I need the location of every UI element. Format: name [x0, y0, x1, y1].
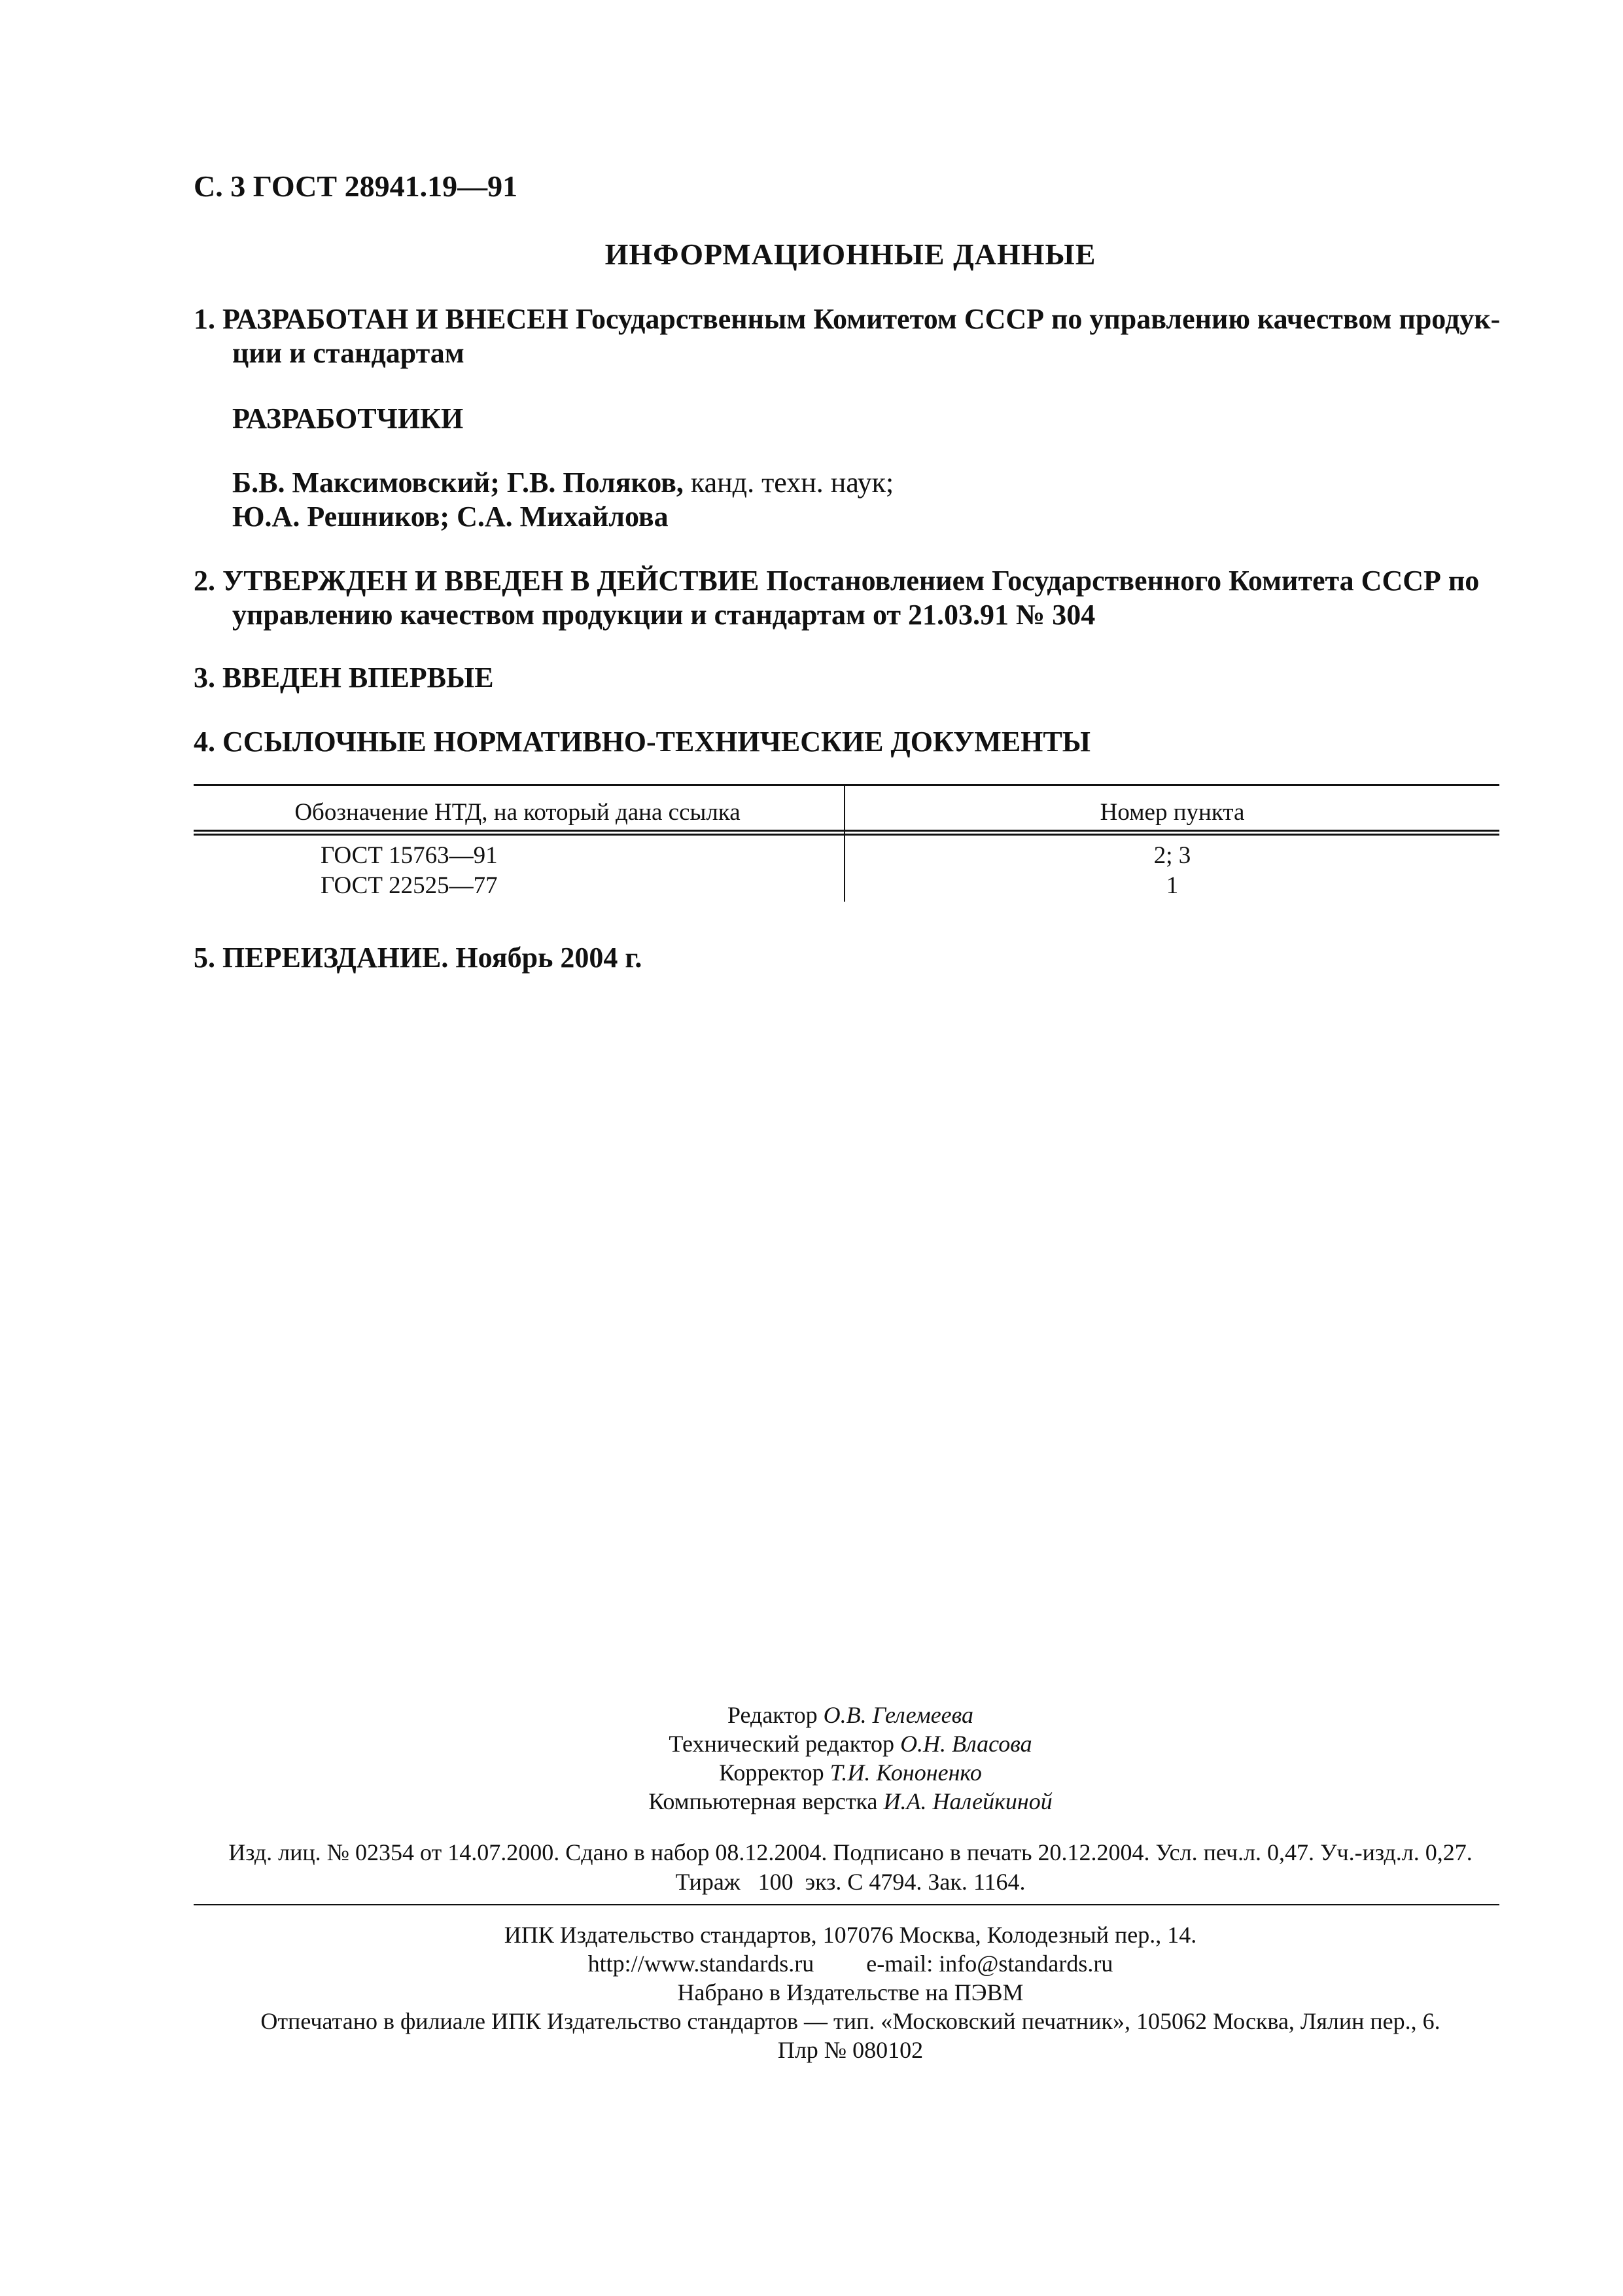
developers-line-2: Ю.А. Решников; С.А. Михайлова	[232, 501, 669, 533]
item-2-line-1: 2. УТВЕРЖДЕН И ВВЕДЕН В ДЕЙСТВИЕ Постановлением Государственного Комитета СССР по	[194, 565, 1480, 597]
credit-layout-name: И.А. Налейкиной	[883, 1788, 1053, 1814]
credit-corrector-name: Т.И. Кононенко	[829, 1759, 982, 1786]
table-row-doc: ГОСТ 15763—91	[321, 842, 498, 869]
credit-editor-label: Редактор	[727, 1702, 824, 1728]
imprint-rule	[194, 1904, 1499, 1905]
item-3: 3. ВВЕДЕН ВПЕРВЫЕ	[194, 662, 494, 694]
publisher-line-3: Набрано в Издательстве на ПЭВМ	[677, 1979, 1024, 2005]
publisher-email-link[interactable]: e-mail: info@standards.ru	[866, 1951, 1113, 1977]
imprint-line-2: Тираж 100 экз. С 4794. Зак. 1164.	[675, 1869, 1026, 1895]
publisher-website-link[interactable]: http://www.standards.ru	[587, 1951, 814, 1977]
publisher-line-4: Отпечатано в филиале ИПК Издательство стандартов — тип. «Московский печатник», 105062 Москва, Лялин пер., 6.	[260, 2008, 1440, 2034]
publisher-contacts	[0, 1950, 1623, 1977]
item-2-line-2: управлению качеством продукции и стандартам от 21.03.91 № 304	[232, 599, 1096, 631]
credit-layout-label: Компьютерная верстка	[648, 1788, 884, 1814]
publisher-line-1: ИПК Издательство стандартов, 107076 Москва, Колодезный пер., 14.	[504, 1922, 1197, 1948]
credit-tech-editor	[0, 1730, 1623, 1757]
developers-line-1	[232, 466, 894, 499]
credit-editor	[0, 1701, 1623, 1729]
credit-editor-name: О.В. Гелемеева	[823, 1702, 974, 1728]
table-row-clause: 1	[1166, 872, 1179, 899]
credit-tech-name: О.Н. Власова	[900, 1731, 1032, 1757]
item-1-line-1: 1. РАЗРАБОТАН И ВНЕСЕН Государственным Комитетом СССР по управлению качеством продук-	[194, 303, 1501, 335]
page-title: ИНФОРМАЦИОННЫЕ ДАННЫЕ	[604, 238, 1096, 271]
page-header: С. 3 ГОСТ 28941.19—91	[194, 169, 518, 203]
table-header-rule-double	[194, 834, 1499, 836]
item-4: 4. ССЫЛОЧНЫЕ НОРМАТИВНО-ТЕХНИЧЕСКИЕ ДОКУМЕНТЫ	[194, 726, 1091, 758]
table-header-designation: Обозначение НТД, на который дана ссылка	[294, 799, 741, 826]
publisher-line-5: Плр № 080102	[777, 2037, 924, 2063]
table-top-rule	[194, 784, 1499, 786]
credit-layout	[0, 1788, 1623, 1815]
developers-degree: канд. техн. наук;	[683, 467, 894, 499]
item-5: 5. ПЕРЕИЗДАНИЕ. Ноябрь 2004 г.	[194, 942, 642, 974]
credit-corrector-label: Корректор	[719, 1759, 830, 1786]
imprint-line-1: Изд. лиц. № 02354 от 14.07.2000. Сдано в набор 08.12.2004. Подписано в печать 20.12.2004. Усл. печ.л. 0,47. Уч.-изд.л. 0,27.	[228, 1839, 1473, 1865]
table-header-clause: Номер пункта	[1100, 799, 1245, 826]
developers-heading: РАЗРАБОТЧИКИ	[232, 402, 464, 434]
item-1-line-2: ции и стандартам	[232, 337, 464, 369]
developers-names-1: Б.В. Максимовский; Г.В. Поляков,	[232, 467, 684, 499]
credit-tech-label: Технический редактор	[669, 1731, 901, 1757]
table-row-doc: ГОСТ 22525—77	[321, 872, 498, 899]
credit-corrector	[0, 1759, 1623, 1786]
table-header-rule	[194, 830, 1499, 832]
table-row-clause: 2; 3	[1153, 842, 1191, 869]
